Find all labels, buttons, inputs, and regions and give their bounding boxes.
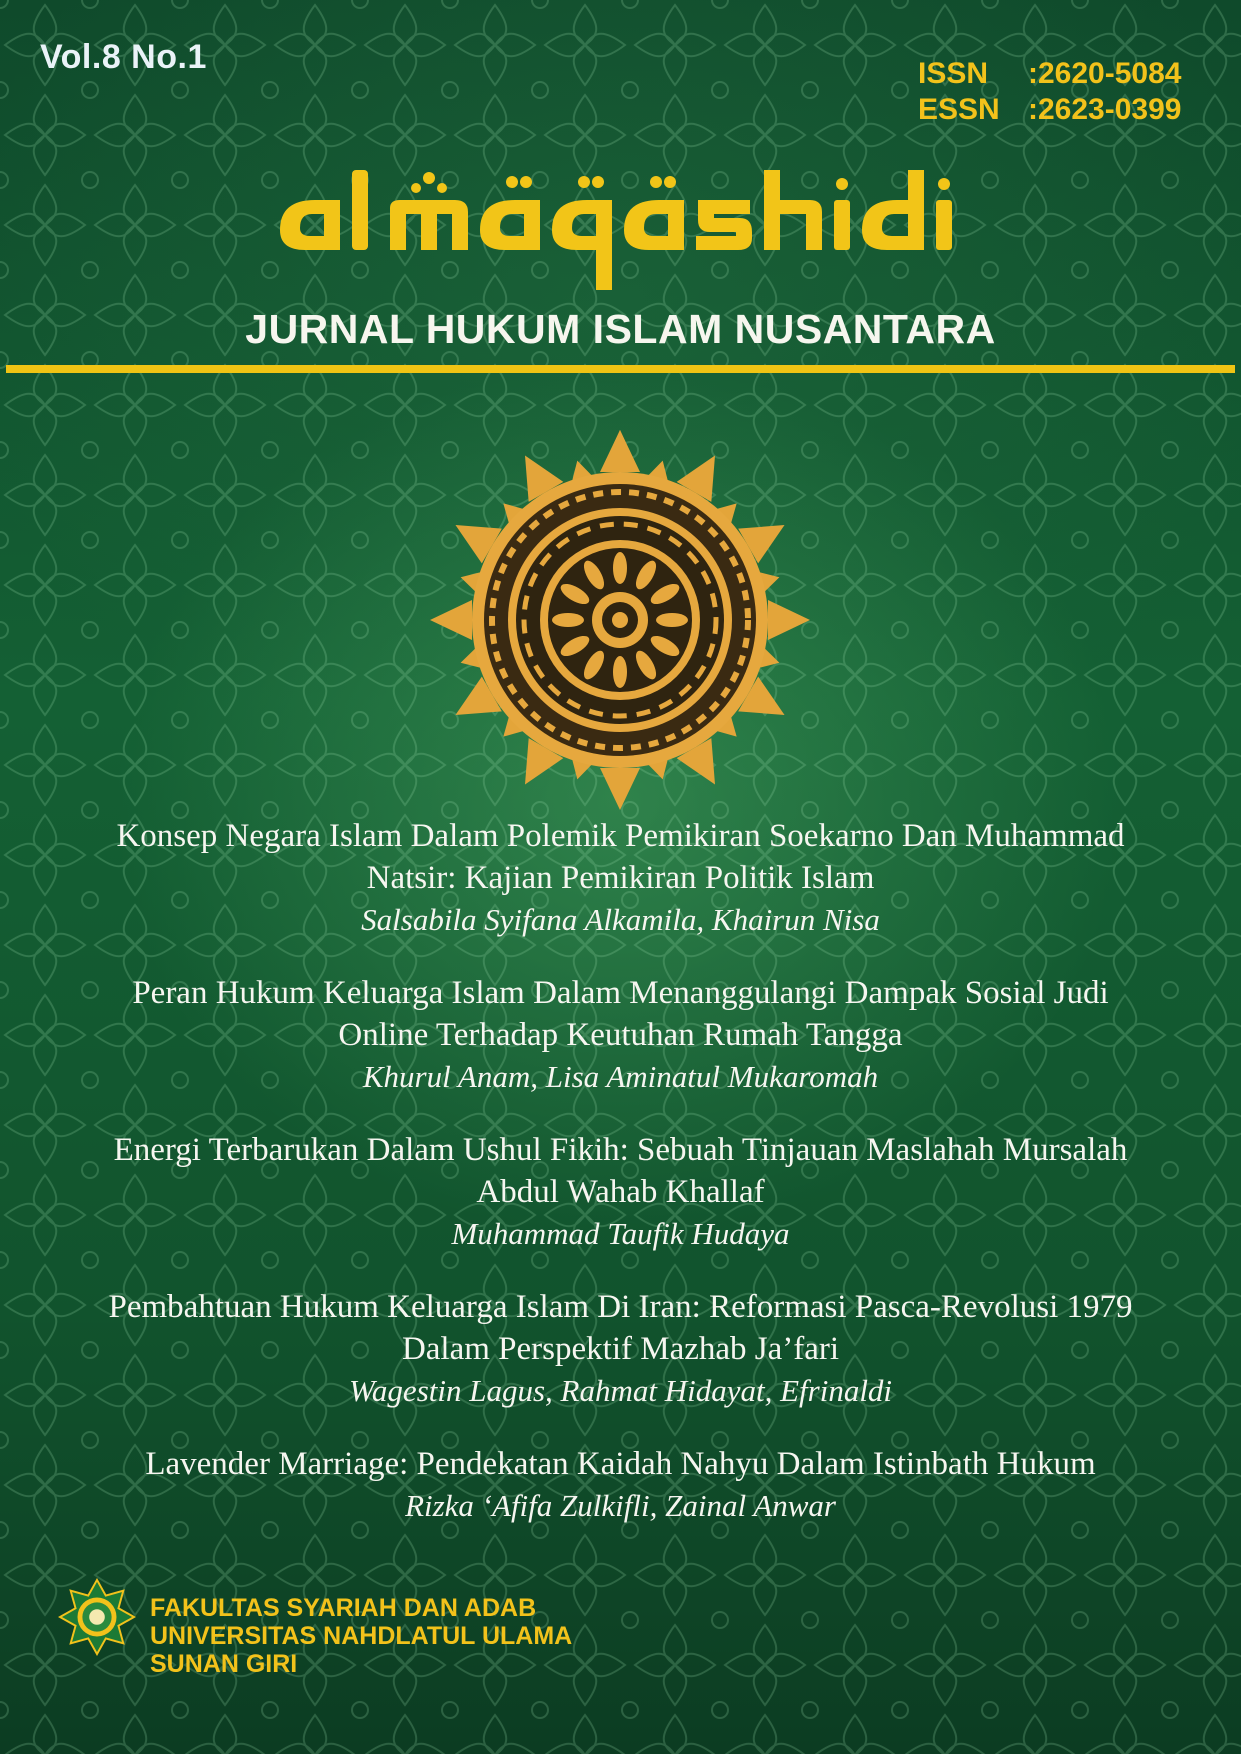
article-title: Energi Terbarukan Dalam Ushul Fikih: Sebuah Tinjauan Maslahah Mursalah [113, 1132, 1128, 1168]
article-title: Lavender Marriage: Pendekatan Kaidah Nahyu Dalam Istinbath Hukum [145, 1446, 1096, 1482]
article-authors: Salsabila Syifana Alkamila, Khairun Nisa [361, 902, 880, 937]
gold-divider [6, 365, 1235, 373]
essn-label: ESSN [918, 93, 1000, 126]
article-authors: Wagestin Lagus, Rahmat Hidayat, Efrinaldi [348, 1373, 893, 1408]
article-entry [40, 972, 1201, 1098]
issn-value: :2620-5084 [1028, 57, 1182, 90]
publisher-line: UNIVERSITAS NAHDLATUL ULAMA [150, 1622, 573, 1650]
issn-label: ISSN [918, 57, 989, 90]
essn-row [918, 92, 1181, 128]
issn-block [918, 56, 1181, 128]
islamic-star-medallion-icon [425, 425, 815, 815]
article-authors: Khurul Anam, Lisa Aminatul Mukaromah [362, 1059, 879, 1094]
publisher-block [150, 1594, 572, 1678]
article-title: Peran Hukum Keluarga Islam Dalam Menanggulangi Dampak Sosial Judi [132, 975, 1109, 1011]
article-title: Konsep Negara Islam Dalam Polemik Pemikiran Soekarno Dan Muhammad [116, 818, 1125, 854]
essn-value: :2623-0399 [1028, 93, 1182, 126]
journal-subtitle: JURNAL HUKUM ISLAM NUSANTARA [245, 306, 996, 352]
volume-number: Vol.8 No.1 [40, 38, 207, 76]
journal-name-logotype [270, 160, 970, 310]
article-title: Online Terhadap Keutuhan Rumah Tangga [338, 1017, 903, 1053]
table-of-contents [40, 815, 1201, 1558]
article-title: Dalam Perspektif Mazhab Ja’fari [401, 1331, 840, 1367]
article-title: Abdul Wahab Khallaf [476, 1174, 765, 1210]
article-title: Natsir: Kajian Pemikiran Politik Islam [366, 860, 875, 896]
article-entry [40, 1443, 1201, 1527]
article-title: Pembahtuan Hukum Keluarga Islam Di Iran: Reformasi Pasca-Revolusi 1979 [108, 1289, 1133, 1325]
publisher-line: SUNAN GIRI [150, 1650, 298, 1678]
article-entry [40, 815, 1201, 941]
article-entry [40, 1286, 1201, 1412]
faculty-emblem-icon [58, 1578, 136, 1656]
article-authors: Rizka ‘Afifa Zulkifli, Zainal Anwar [405, 1488, 836, 1523]
issn-row [918, 56, 1181, 92]
publisher-line: FAKULTAS SYARIAH DAN ADAB [150, 1594, 537, 1622]
article-authors: Muhammad Taufik Hudaya [451, 1216, 790, 1251]
article-entry [40, 1129, 1201, 1255]
